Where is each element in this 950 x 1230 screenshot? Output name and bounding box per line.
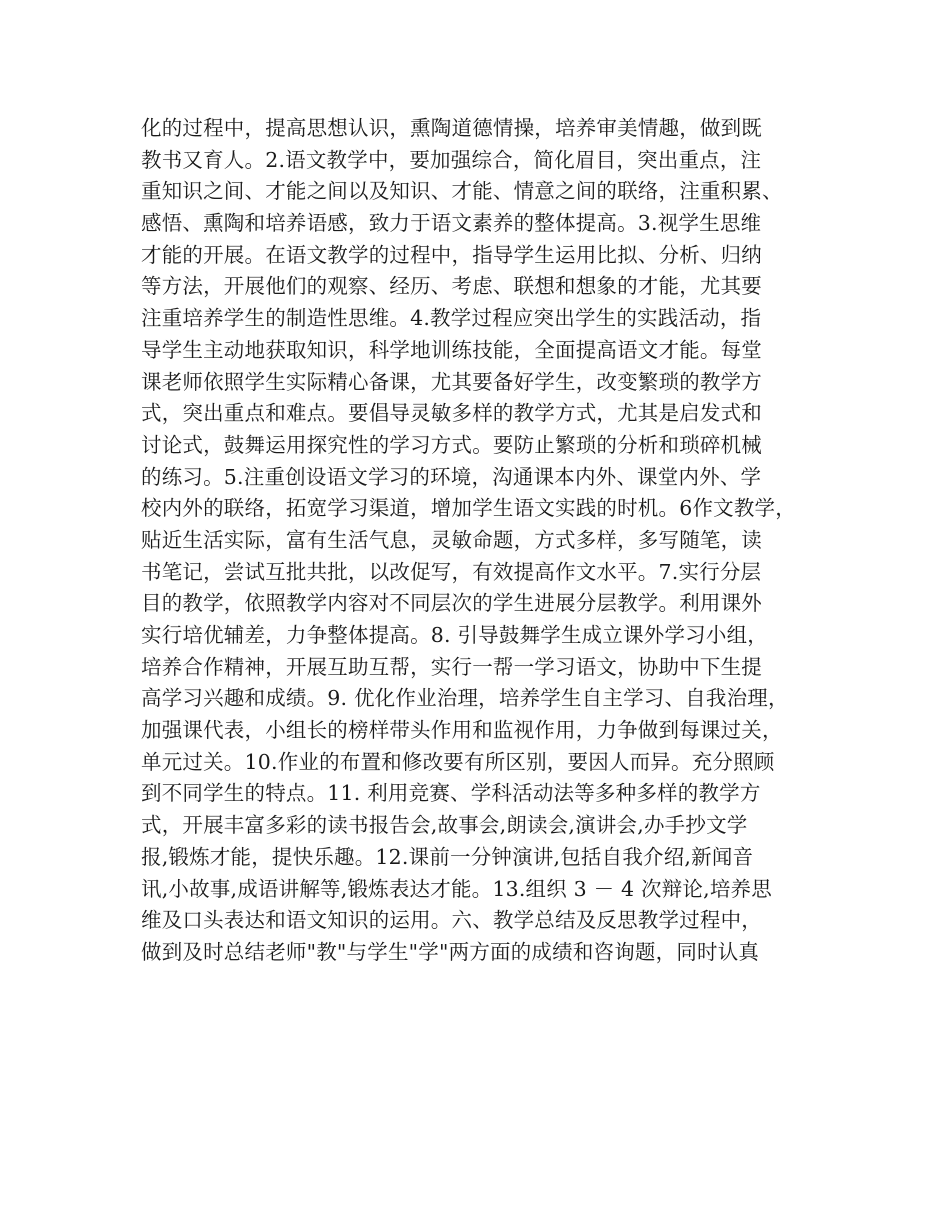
text-line: 做到及时总结老师"教"与学生"学"两方面的成绩和咨询题，同时认真 — [141, 939, 760, 964]
text-line: 单元过关。10.作业的布置和修改要有所区别，要因人而异。充分照顾 — [141, 749, 775, 774]
text-line: 报,锻炼才能，提快乐趣。12.课前一分钟演讲,包括自我介绍,新闻音 — [141, 844, 754, 869]
text-line: 实行培优辅差，力争整体提高。8. 引导鼓舞学生成立课外学习小组， — [141, 623, 768, 647]
text-line: 贴近生活实际，富有生活气息，灵敏命题，方式多样，多写随笔，读 — [141, 527, 762, 552]
text-line: 化的过程中，提高思想认识，熏陶道德情操，培养审美情趣，做到既 — [141, 116, 762, 140]
text-line: 重知识之间、才能之间以及知识、才能、情意之间的联络，注重积累、 — [141, 179, 783, 204]
body-text — [141, 113, 831, 969]
text-line: 高学习兴趣和成绩。9. 优化作业治理，培养学生自主学习、自我治理， — [141, 686, 789, 711]
text-line: 才能的开展。在语文教学的过程中，指导学生运用比拟、分析、归纳 — [141, 242, 762, 267]
text-line: 的练习。5.注重创设语文学习的环境，沟通课本内外、课堂内外、学 — [141, 464, 762, 489]
text-line: 注重培养学生的制造性思维。4.教学过程应突出学生的实践活动，指 — [141, 306, 762, 331]
text-line: 感悟、熏陶和培养语感，致力于语文素养的整体提高。3.视学生思维 — [141, 211, 762, 236]
text-line: 导学生主动地获取知识，科学地训练技能，全面提高语文才能。每堂 — [141, 337, 762, 362]
text-line: 到不同学生的特点。11. 利用竞赛、学科活动法等多种多样的教学方 — [141, 781, 761, 806]
text-line: 目的教学，依照教学内容对不同层次的学生进展分层教学。利用课外 — [141, 591, 762, 616]
text-line: 讨论式，鼓舞运用探究性的学习方式。要防止繁琐的分析和琐碎机械 — [141, 432, 762, 457]
text-line: 书笔记，尝试互批共批，以改促写，有效提高作文水平。7.实行分层 — [141, 559, 762, 584]
text-line: 式，突出重点和难点。要倡导灵敏多样的教学方式，尤其是启发式和 — [141, 401, 762, 426]
text-line: 校内外的联络，拓宽学习渠道，增加学生语文实践的时机。6作文教学， — [141, 496, 796, 521]
text-line: 培养合作精神，开展互助互帮，实行一帮一学习语文，协助中下生提 — [141, 654, 762, 679]
text-line: 讯,小故事,成语讲解等,锻炼表达才能。13.组织 3 － 4 次辩论,培养思 — [141, 876, 772, 901]
text-line: 教书又育人。2.语文教学中，要加强综合，简化眉目，突出重点，注 — [141, 147, 762, 172]
text-line: 课老师依照学生实际精心备课，尤其要备好学生，改变繁琐的教学方 — [141, 369, 762, 394]
text-line: 加强课代表，小组长的榜样带头作用和监视作用，力争做到每课过关， — [141, 718, 783, 743]
text-line: 式，开展丰富多彩的读书报告会,故事会,朗读会,演讲会,办手抄文学 — [141, 813, 748, 838]
text-line: 维及口头表达和语文知识的运用。六、教学总结及反思教学过程中， — [141, 908, 762, 933]
text-line: 等方法，开展他们的观察、经历、考虑、联想和想象的才能，尤其要 — [141, 274, 762, 299]
